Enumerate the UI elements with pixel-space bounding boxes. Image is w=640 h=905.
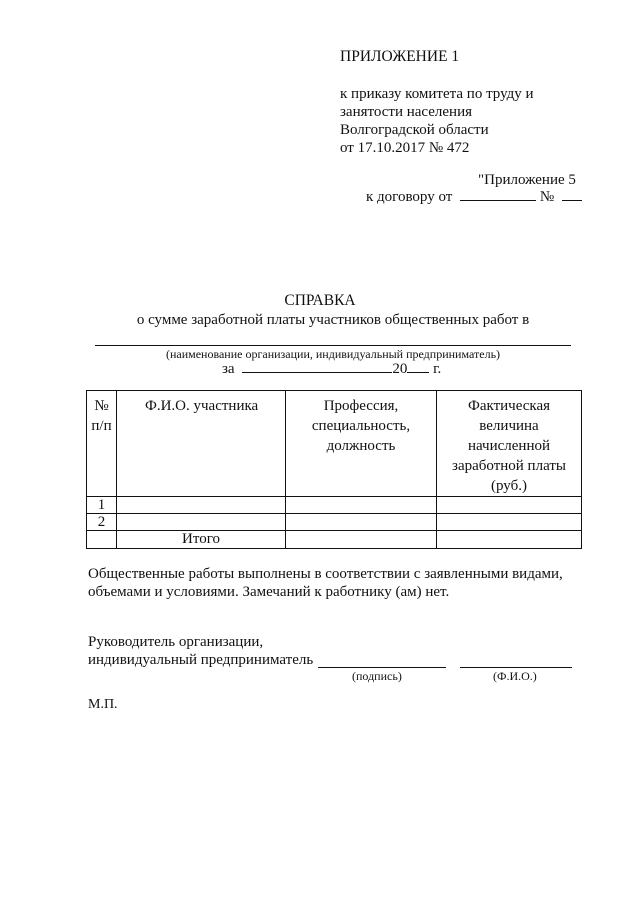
period-line xyxy=(222,361,441,378)
table-header-row xyxy=(87,391,582,497)
total-spacer-cell xyxy=(87,531,117,549)
organization-caption: (наименование организации, индивидуальный предприниматель) xyxy=(165,347,501,361)
total-profession-cell xyxy=(286,531,437,549)
contract-prefix: к договору от xyxy=(366,189,453,205)
total-label: Итого xyxy=(117,531,286,549)
appendix-title: ПРИЛОЖЕНИЕ 1 xyxy=(340,48,460,65)
signature-role: Руководитель организации, xyxy=(88,634,264,650)
table-row xyxy=(87,497,582,514)
total-wage-cell xyxy=(437,531,582,549)
document-subtitle: о сумме заработной платы участников общественных работ в xyxy=(136,312,530,328)
document-title: СПРАВКА xyxy=(284,292,356,309)
period-blank xyxy=(242,371,392,373)
contract-number-sign: № xyxy=(539,189,555,205)
signature-caption: (подпись) xyxy=(352,669,402,683)
name-caption: (Ф.И.О.) xyxy=(493,669,537,683)
appendix-line: от 17.10.2017 № 472 xyxy=(340,140,470,156)
profession-cell xyxy=(286,514,437,531)
contract-number-blank xyxy=(562,199,582,201)
table-row xyxy=(87,514,582,531)
appendix-line: Волгоградской области xyxy=(340,122,489,138)
signature-line xyxy=(318,667,446,668)
appendix-line: занятости населения xyxy=(340,104,473,120)
statement-line: Общественные работы выполнены в соответствии с заявленными видами, xyxy=(88,566,563,582)
year-suffix: г. xyxy=(433,361,442,377)
statement-line: объемами и условиями. Замечаний к работнику (ам) нет. xyxy=(88,584,450,600)
wage-cell xyxy=(437,514,582,531)
profession-cell xyxy=(286,497,437,514)
header-wage: Фактическая величина начисленной заработной платы (руб.) xyxy=(437,391,582,497)
name-cell xyxy=(117,514,286,531)
total-row xyxy=(87,531,582,549)
wages-table xyxy=(86,390,582,549)
signature-role-2: индивидуальный предприниматель xyxy=(88,652,314,668)
wage-cell xyxy=(437,497,582,514)
appendix-line: к приказу комитета по труду и xyxy=(340,86,534,102)
contract-date-blank xyxy=(460,199,536,201)
year-prefix: 20 xyxy=(392,361,408,377)
seal-label: М.П. xyxy=(88,697,118,712)
header-name: Ф.И.О. участника xyxy=(117,391,286,497)
header-profession: Профессия, специальность, должность xyxy=(286,391,437,497)
name-cell xyxy=(117,497,286,514)
period-prefix: за xyxy=(222,361,235,377)
contract-appendix-label: "Приложение 5 xyxy=(478,172,576,188)
header-number: № п/п xyxy=(87,391,117,497)
name-line xyxy=(460,667,572,668)
organization-line xyxy=(95,345,571,346)
row-number: 1 xyxy=(87,497,117,514)
row-number: 2 xyxy=(87,514,117,531)
year-blank xyxy=(407,371,429,373)
contract-line xyxy=(366,189,582,206)
